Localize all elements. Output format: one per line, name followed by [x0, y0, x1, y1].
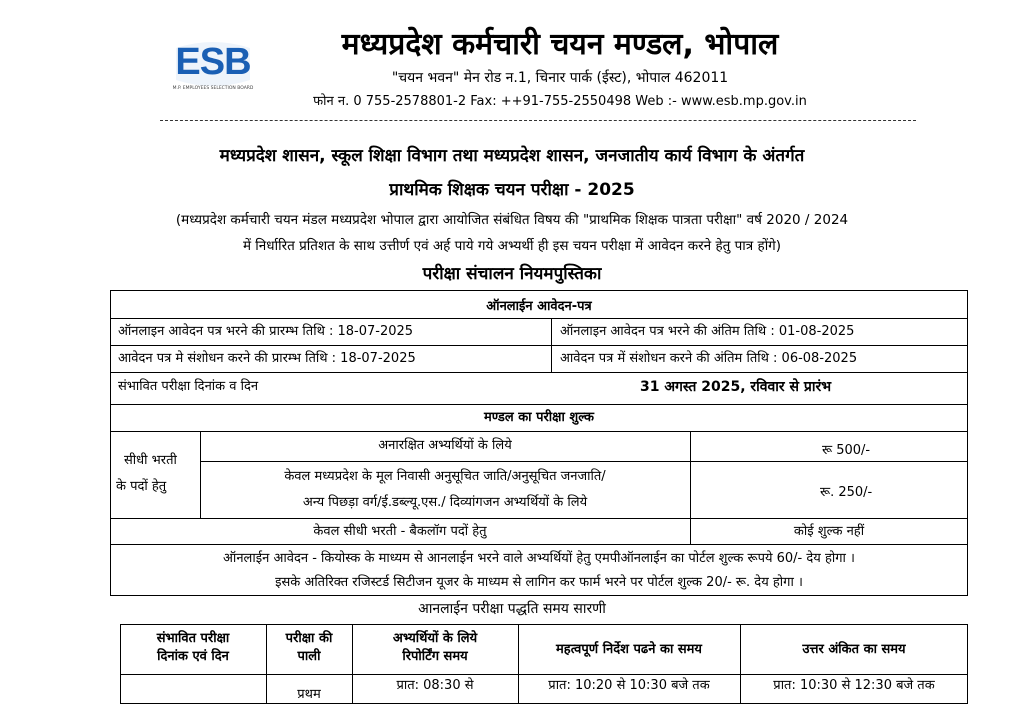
table-rule	[110, 372, 968, 373]
backlog-fee: कोई शुल्क नहीं	[793, 524, 865, 539]
portal-fee-note-1: ऑनलाईन आवेदन - कियोस्क के माध्यम से आनलाईन भरने वाले अभ्यर्थियों हेतु एमपीऑनलाईन का पोर्टल शुल्क रूपये 60/- देय होगा ।	[223, 551, 855, 566]
logo-subtext: M.P. EMPLOYEES SELECTION BOARD	[172, 86, 254, 91]
portal-fee-note-2: इसके अतिरिक्त रजिस्टर्ड सिटीजन यूजर के माध्यम से लागिन कर फार्म भरने पर पोर्टल शुल्क 20/- रू. देय होगा ।	[275, 575, 803, 590]
title-line-1: मध्यप्रदेश शासन, स्कूल शिक्षा विभाग तथा मध्यप्रदेश शासन, जनजातीय कार्य विभाग के अंतर्गत	[219, 146, 805, 166]
schedule-row1-shift: प्रथम	[297, 687, 321, 702]
unreserved-fee: रू 500/-	[822, 443, 871, 458]
direct-recruitment-label-2: के पदों हेतु	[116, 479, 167, 494]
schedule-header-shift	[266, 630, 352, 666]
schedule-title: आनलाईन परीक्षा पद्धति समय सारणी	[418, 601, 606, 617]
table-rule	[551, 318, 552, 372]
table-rule	[110, 544, 968, 545]
reserved-label-1: केवल मध्यप्रदेश के मूल निवासी अनुसूचित जाति/अनुसूचित जनजाति/	[284, 469, 606, 484]
schedule-header-shift-1: परीक्षा की	[285, 631, 333, 646]
table-rule	[110, 345, 968, 346]
schedule-header-date-2: दिनांक एवं दिन	[157, 649, 229, 664]
logo-text: ESB	[175, 41, 251, 83]
reserved-fee: रू. 250/-	[820, 485, 873, 500]
org-name: मध्यप्रदेश कर्मचारी चयन मण्डल, भोपाल	[341, 27, 779, 62]
unreserved-label: अनारक्षित अभ्यर्थियों के लिये	[378, 438, 512, 453]
edit-start-date: आवेदन पत्र मे संशोधन करने की प्रारम्भ तिथि : 18-07-2025	[118, 351, 416, 366]
fee-section-title: मण्डल का परीक्षा शुल्क	[483, 410, 595, 425]
title-line-2: प्राथमिक शिक्षक चयन परीक्षा - 2025	[389, 180, 635, 200]
header-divider	[160, 120, 916, 121]
eligibility-note-2: में निर्धारित प्रतिशत के साथ उत्तीर्ण एवं अर्ह पाये गये अभ्यर्थी ही इस चयन परीक्षा में आवेदन करने हेतु पात्र होंगे)	[242, 238, 782, 254]
schedule-header-reporting-1: अभ्यर्थियों के लिये	[392, 631, 478, 646]
schedule-row1-instructions: प्रात: 10:20 से 10:30 बजे तक	[548, 678, 710, 693]
org-contact: फोन न. 0 755-2578801-2 Fax: ++91-755-2550498 Web :- www.esb.mp.gov.in	[313, 94, 807, 109]
table-rule	[110, 318, 968, 319]
table-rule	[110, 518, 968, 519]
application-section-title: ऑनलाईन आवेदन-पत्र	[486, 299, 592, 314]
handbook-title: परीक्षा संचालन नियमपुस्तिका	[422, 264, 602, 284]
schedule-header-reporting	[352, 630, 518, 666]
exam-date-value: 31 अगस्त 2025, रविवार से प्रारंभ	[640, 379, 832, 395]
schedule-header-date	[120, 630, 266, 666]
direct-recruitment-label	[116, 452, 200, 496]
direct-recruitment-label-1: सीधी भरती	[124, 453, 177, 468]
schedule-header-reporting-2: रिपोर्टिंग समय	[402, 649, 468, 664]
schedule-row1-reporting: प्रात: 08:30 से	[396, 678, 474, 693]
schedule-header-answer: उत्तर अंकित का समय	[802, 642, 906, 657]
exam-date-label: संभावित परीक्षा दिनांक व दिन	[118, 379, 259, 394]
schedule-header-instructions: महत्वपूर्ण निर्देश पढने का समय	[556, 642, 702, 657]
schedule-header-shift-2: पाली	[297, 649, 321, 664]
backlog-label: केवल सीधी भरती - बैकलॉग पदों हेतु	[313, 524, 487, 539]
table-rule	[200, 461, 968, 462]
table-rule	[110, 431, 968, 432]
eligibility-note-1: (मध्यप्रदेश कर्मचारी चयन मंडल मध्यप्रदेश भोपाल द्वारा आयोजित संबंधित विषय की "प्राथमिक शिक्षक पात्रता परीक्षा" वर्ष 2020 / 2024	[175, 212, 849, 228]
schedule-row1-answer: प्रात: 10:30 से 12:30 बजे तक	[773, 678, 935, 693]
edit-end-date: आवेदन पत्र में संशोधन करने की अंतिम तिथि : 06-08-2025	[560, 351, 858, 366]
application-end-date: ऑनलाइन आवेदन पत्र भरने की अंतिम तिथि : 01-08-2025	[560, 324, 855, 339]
table-rule	[120, 674, 968, 675]
org-address: "चयन भवन" मेन रोड न.1, चिनार पार्क (ईस्ट), भोपाल 462011	[391, 70, 729, 86]
reserved-label-2: अन्य पिछड़ा वर्ग/ई.डब्ल्यू.एस./ दिव्यांगजन अभ्यर्थियों के लिये	[302, 495, 588, 510]
table-rule	[110, 404, 968, 405]
application-start-date: ऑनलाइन आवेदन पत्र भरने की प्रारम्भ तिथि : 18-07-2025	[118, 324, 414, 339]
schedule-header-date-1: संभावित परीक्षा	[156, 631, 230, 646]
